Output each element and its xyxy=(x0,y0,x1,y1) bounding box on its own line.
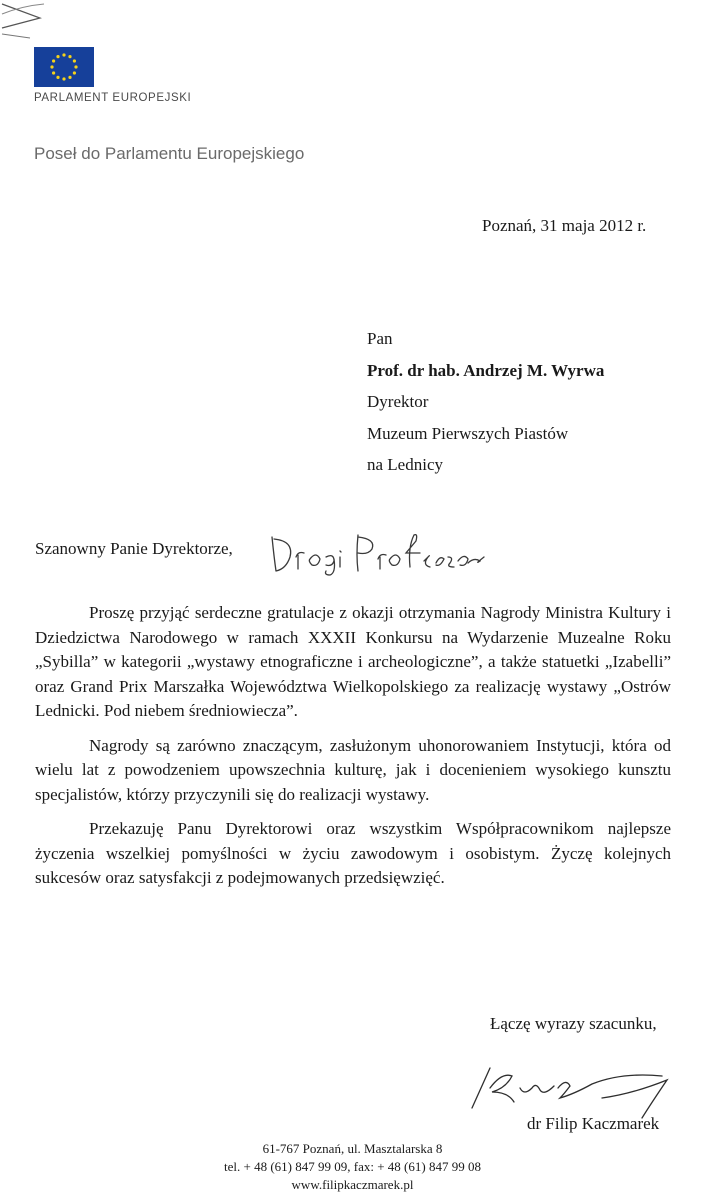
letter-footer xyxy=(0,1140,705,1194)
parliament-arc-icon xyxy=(0,0,60,45)
recipient-institution: Muzeum Pierwszych Piastów xyxy=(367,423,569,443)
paragraph-wishes: Przekazuję Panu Dyrektorowi oraz wszystkim Współpracownikom najlepsze życzenia wszelkiej pomyślności w życiu zawodowym i osobistym. Życzę kolejnych sukcesów oraz satysfakcji z podejmowanych przedsięwzięć. xyxy=(35,819,671,887)
footer-website[interactable]: www.filipkaczmarek.pl xyxy=(291,1177,414,1192)
handwritten-greeting xyxy=(268,527,488,577)
letterhead-subtitle: Poseł do Parlamentu Europejskiego xyxy=(34,144,305,163)
recipient-location: na Lednicy xyxy=(367,455,443,474)
paragraph-congratulations: Proszę przyjąć serdeczne gratulacje z okazji otrzymania Nagrody Ministra Kultury i Dziedzictwa Narodowego w ramach XXXII Konkursu na Wydarzenie Muzealne Roku „Sybilla” w kategorii „wystawy etnograficzne i archeologiczne”, a także statuetki „Izabelli” oraz Grand Prix Marszałka Województwa Wielkopolskiego za realizację wystawy „Ostrów Lednicki. Pod niebem średniowiecza”. xyxy=(35,603,671,720)
paragraph-awards: Nagrody są zarówno znaczącym, zasłużonym uhonorowaniem Instytucji, która od wielu lat z powodzeniem upowszechnia kulturę, jak i docenieniem wysokiego kunsztu specjalistów, którzy przyczynili się do realizacji wystawy. xyxy=(35,735,671,804)
recipient-salutation: Pan xyxy=(367,329,393,348)
recipient-name: Prof. dr hab. Andrzej M. Wyrwa xyxy=(367,360,605,380)
recipient-title: Dyrektor xyxy=(367,392,429,411)
closing-phrase: Łączę wyrazy szacunku, xyxy=(490,1014,657,1033)
footer-phone: tel. + 48 (61) 847 99 09, fax: + 48 (61) 847 99 08 xyxy=(224,1159,481,1174)
footer-address: 61-767 Poznań, ul. Masztalarska 8 xyxy=(262,1141,443,1156)
greeting: Szanowny Panie Dyrektorze, xyxy=(35,539,233,558)
eu-flag-icon xyxy=(34,47,94,87)
letter-body xyxy=(35,601,671,901)
signer-name: dr Filip Kaczmarek xyxy=(527,1114,660,1133)
organization-name: PARLAMENT EUROPEJSKI xyxy=(34,92,192,104)
letter-date: Poznań, 31 maja 2012 r. xyxy=(482,216,647,235)
recipient-block xyxy=(367,323,604,481)
